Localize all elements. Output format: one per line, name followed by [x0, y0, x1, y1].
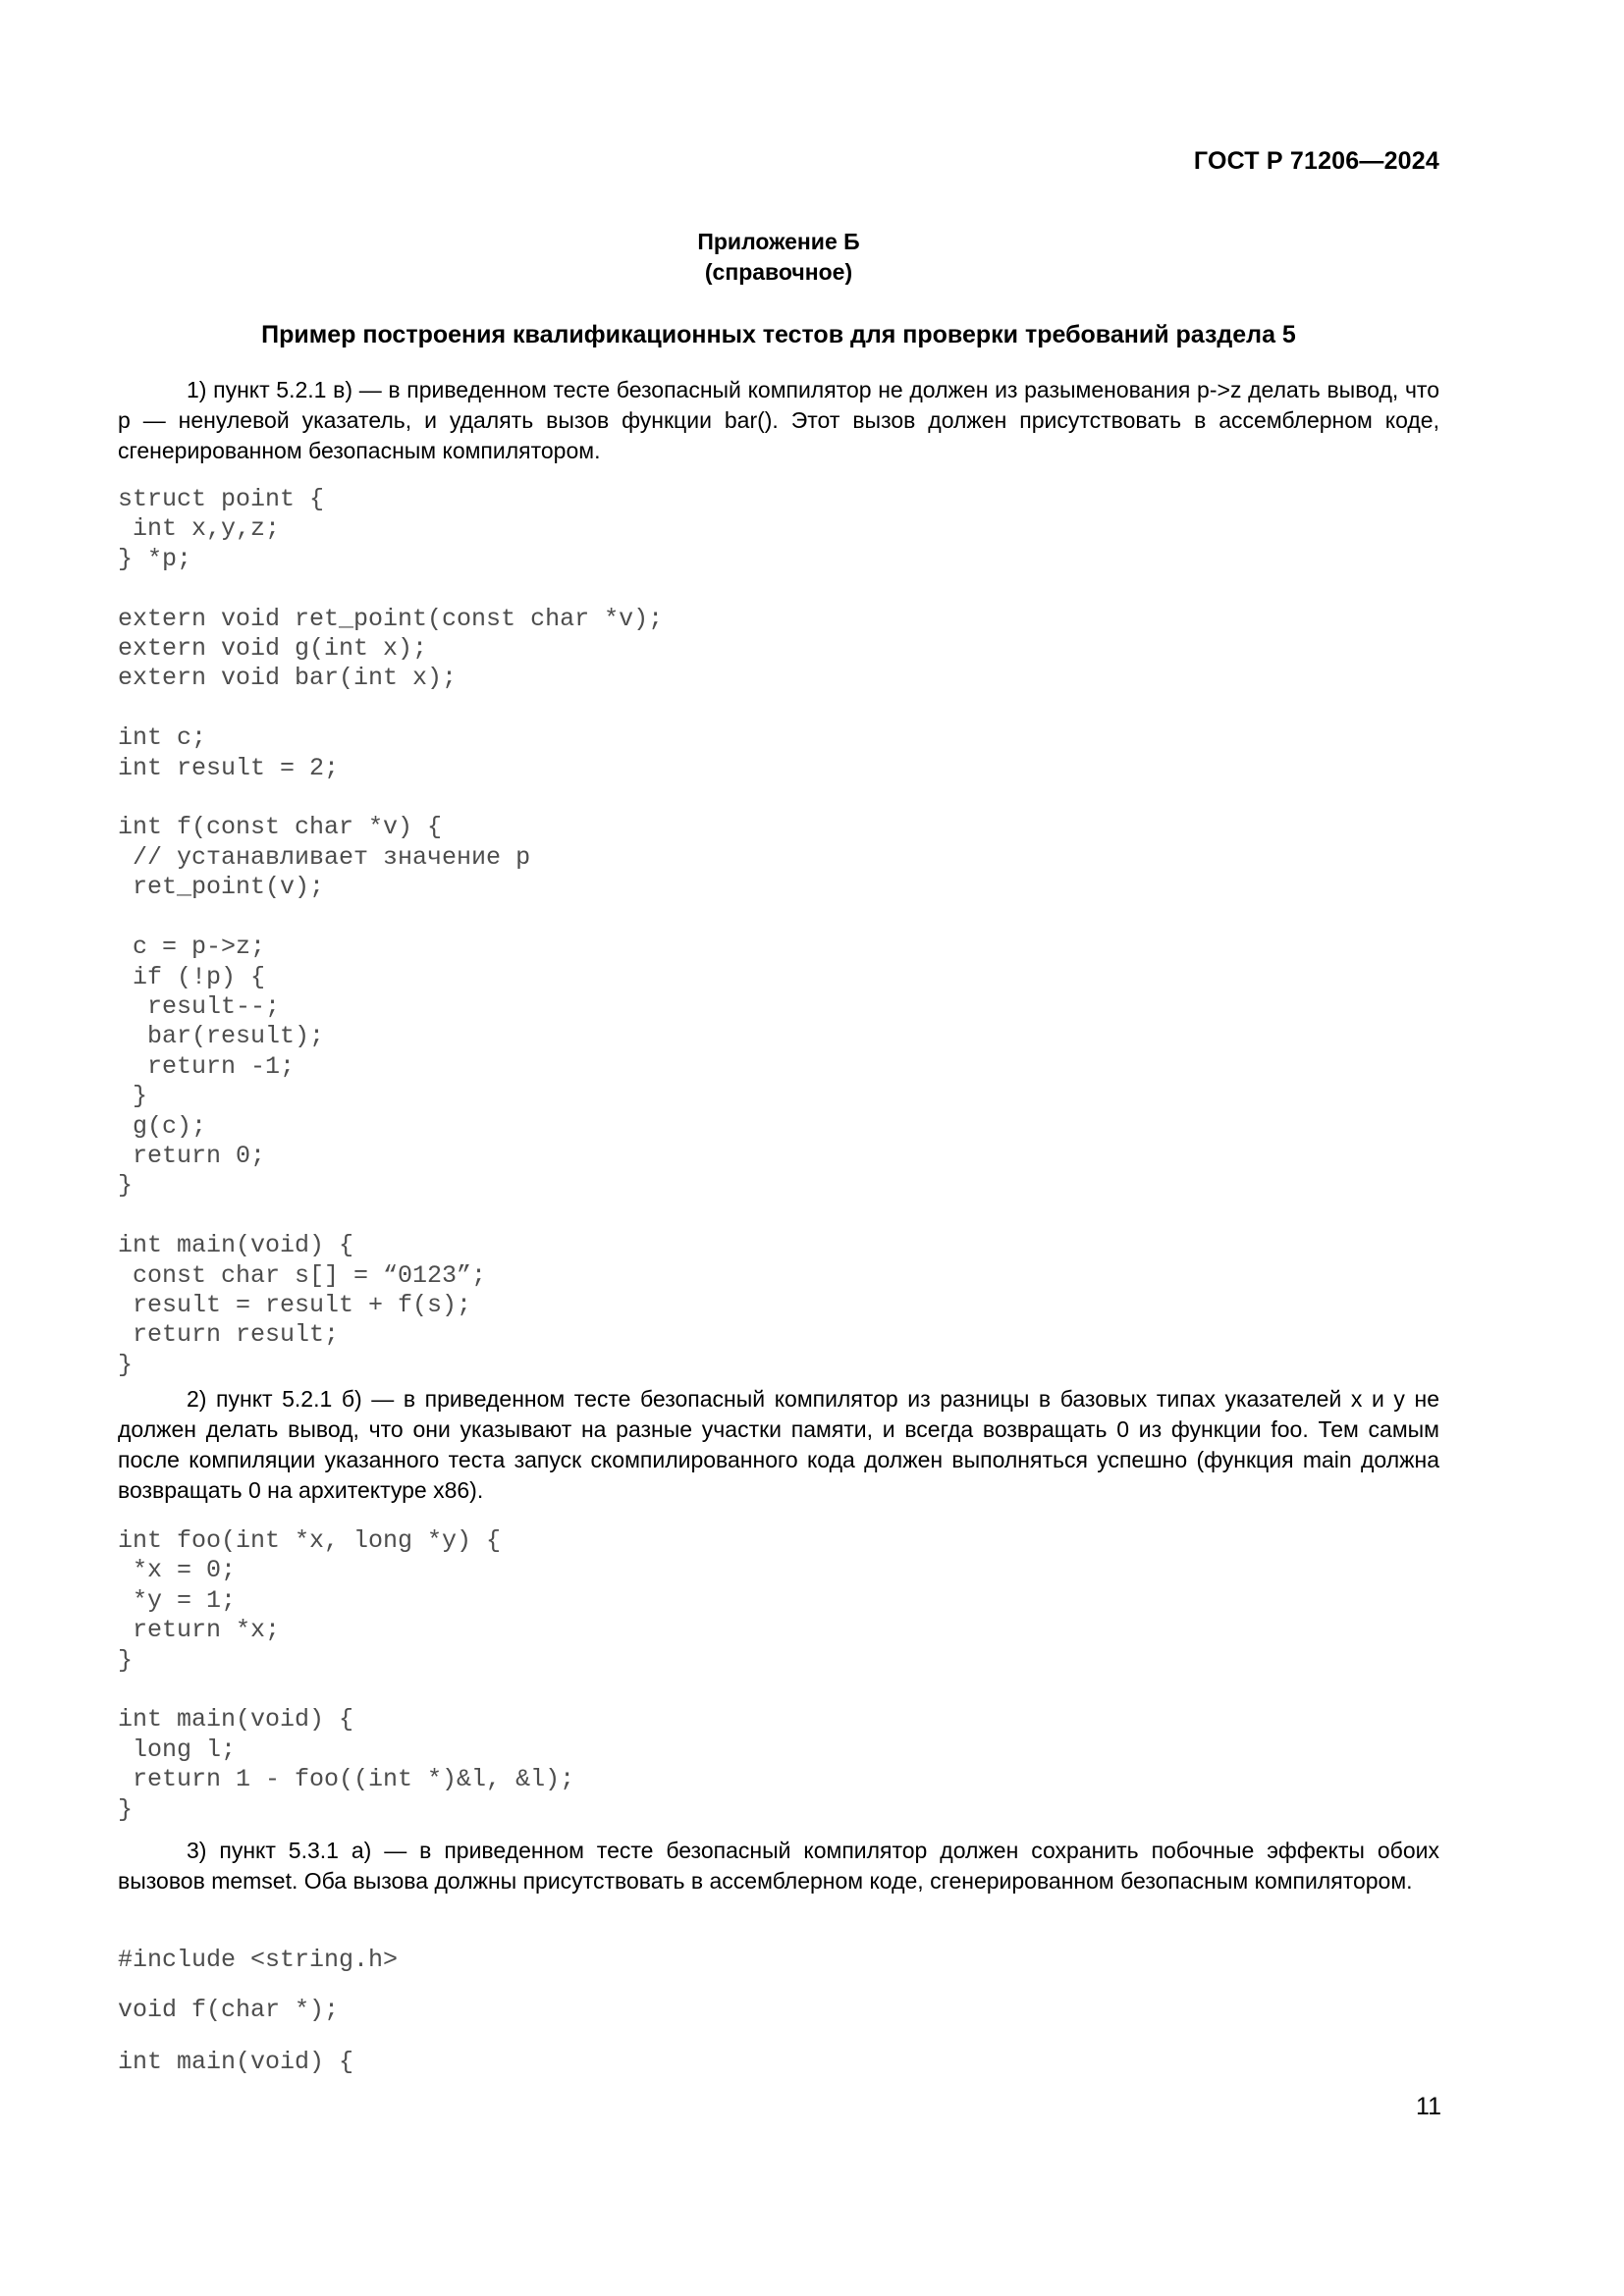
item-2-paragraph: 2) пункт 5.2.1 б) — в приведенном тесте безопасный компилятор из разницы в базовых типах указателей x и y не должен делать вывод, что они указывают на разные участки памяти, и всегда возвращать 0 из функции foo. Тем самым после компиляции указанного теста запуск скомпилированного кода должен выполняться успешно (функция main должна возвращать 0 на архитектуре x86).: [118, 1386, 1439, 1503]
section-title: Пример построения квалификационных тестов для проверки требований раздела 5: [261, 321, 1296, 348]
item-2-code-block: int foo(int *x, long *y) { *x = 0; *y = 1; return *x; } int main(void) { long l; return 1 - foo((int *)&l, &l); }: [118, 1526, 575, 1824]
item-1-paragraph: 1) пункт 5.2.1 в) — в приведенном тесте безопасный компилятор не должен из разыменования p->z делать вывод, что p — ненулевой указатель, и удалять вызов функции bar(). Этот вызов должен присутствовать в ассемблерном коде, сгенерированном безопасным компилятором.: [118, 377, 1439, 463]
item-3-paragraph: 3) пункт 5.3.1 а) — в приведенном тесте безопасный компилятор должен сохранить побочные эффекты обоих вызовов memset. Оба вызова должны присутствовать в ассемблерном коде, сгенерированном безопасным компилятором.: [118, 1838, 1439, 1894]
item-3-code-line-main: int main(void) {: [118, 2048, 354, 2076]
standard-header: ГОСТ Р 71206—2024: [1193, 147, 1439, 175]
appendix-type: (справочное): [704, 259, 853, 285]
page-number: 11: [1416, 2093, 1441, 2120]
appendix-heading: [0, 227, 1591, 288]
item-3-code-line-include: #include <string.h>: [118, 1946, 399, 1974]
item-1-code-block: struct point { int x,y,z; } *p; extern void ret_point(const char *v); extern void g(int x); extern void bar(int x); int c; int result = 2; int f(const char *v) { // устанавливает значение p ret_point(v); c = p->z; if (!p) { result--; bar(result); return -1; } g(c); return 0; } int main(void) { const char s[] = “0123”; result = result + f(s); return result; }: [118, 485, 664, 1379]
item-3-code-line-declaration: void f(char *);: [118, 1996, 340, 2024]
appendix-label: Приложение Б: [697, 229, 860, 254]
